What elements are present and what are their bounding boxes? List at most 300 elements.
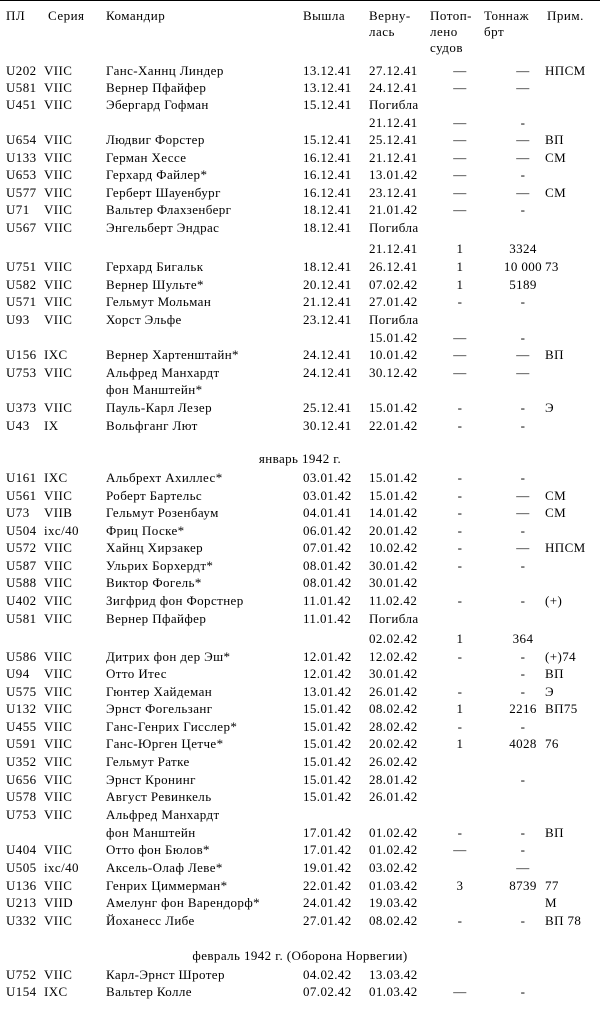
cell-series: VIIC [44, 754, 73, 769]
cell-notes: НПСМ [545, 63, 586, 78]
cell-returned: 01.03.42 [369, 984, 418, 999]
cell-pl: U581 [6, 611, 37, 626]
cell-series: VIIC [44, 842, 73, 857]
cell-sunk: — [453, 132, 467, 147]
cell-pl: U93 [6, 312, 30, 327]
cell-sunk: - [457, 593, 463, 608]
cell-series: VIIC [44, 400, 73, 415]
cell-sunk: - [457, 488, 463, 503]
cell-sunk: - [457, 470, 463, 485]
cell-pl: U202 [6, 63, 37, 78]
cell-departed: 21.12.41 [303, 294, 352, 309]
cell-pl: U575 [6, 684, 37, 699]
cell-departed: 23.12.41 [303, 312, 352, 327]
cell-departed: 24.12.41 [303, 347, 352, 362]
cell-commander: Карл-Эрнст Шротер [106, 967, 225, 982]
cell-commander: Вальтер Колле [106, 984, 192, 999]
cell-returned: 21.12.41 [369, 115, 418, 130]
cell-tonnage: - [520, 202, 526, 217]
cell-notes: СМ [545, 505, 567, 520]
cell-sunk: 3 [456, 878, 464, 893]
cell-sunk: - [457, 558, 463, 573]
cell-notes: 77 [545, 878, 559, 893]
cell-tonnage: - [520, 115, 526, 130]
cell-tonnage: - [520, 825, 526, 840]
cell-series: ixc/40 [44, 523, 79, 538]
cell-departed: 03.01.42 [303, 470, 352, 485]
cell-series: VIIC [44, 736, 73, 751]
cell-pl: U136 [6, 878, 37, 893]
cell-series: VIID [44, 895, 74, 910]
header-sunk: Потоп- лено судов [430, 8, 473, 55]
cell-commander: Зигфрид фон Форстнер [106, 593, 244, 608]
cell-departed: 04.01.41 [303, 505, 352, 520]
cell-series: VIIC [44, 312, 73, 327]
cell-returned: 30.01.42 [369, 558, 418, 573]
cell-series: VIIC [44, 719, 73, 734]
header-notes: Прим. [547, 8, 584, 23]
cell-returned: 20.01.42 [369, 523, 418, 538]
cell-series: VIIC [44, 365, 73, 380]
cell-departed: 22.01.42 [303, 878, 352, 893]
cell-commander: фон Манштейн [106, 825, 196, 840]
cell-tonnage: — [516, 860, 530, 875]
header-commander: Командир [106, 8, 166, 23]
cell-series: IXC [44, 984, 68, 999]
cell-series: VIIC [44, 63, 73, 78]
cell-returned: 22.01.42 [369, 418, 418, 433]
cell-departed: 19.01.42 [303, 860, 352, 875]
cell-sunk: - [457, 505, 463, 520]
cell-series: VIIC [44, 649, 73, 664]
cell-pl: U582 [6, 277, 37, 292]
cell-tonnage: 2216 [509, 701, 537, 716]
cell-returned: 14.01.42 [369, 505, 418, 520]
cell-departed: 15.01.42 [303, 789, 352, 804]
cell-departed: 11.01.42 [303, 611, 352, 626]
cell-notes: М [545, 895, 557, 910]
cell-returned: 21.12.41 [369, 241, 418, 256]
cell-pl: U161 [6, 470, 37, 485]
cell-series: VIIC [44, 488, 73, 503]
cell-returned: 01.02.42 [369, 842, 418, 857]
cell-series: VIIC [44, 967, 73, 982]
cell-series: VIIC [44, 789, 73, 804]
cell-returned: 07.02.42 [369, 277, 418, 292]
cell-series: VIIC [44, 878, 73, 893]
cell-commander: Альбрехт Ахиллес* [106, 470, 223, 485]
cell-sunk: - [457, 418, 463, 433]
cell-departed: 24.01.42 [303, 895, 352, 910]
cell-commander: Людвиг Форстер [106, 132, 205, 147]
cell-sunk: - [457, 913, 463, 928]
cell-commander: Эрнст Фогельзанг [106, 701, 213, 716]
cell-series: VIIC [44, 259, 73, 274]
cell-series: VIIC [44, 277, 73, 292]
cell-returned: 10.01.42 [369, 347, 418, 362]
cell-notes: СМ [545, 488, 567, 503]
cell-pl: U505 [6, 860, 37, 875]
cell-commander: Ульрих Борхердт* [106, 558, 214, 573]
cell-returned: 30.01.42 [369, 575, 418, 590]
cell-returned: 12.02.42 [369, 649, 418, 664]
cell-series: VIIC [44, 185, 73, 200]
cell-sunk: 1 [456, 241, 464, 256]
header-returned: Верну- лась [369, 8, 411, 39]
cell-returned: 27.01.42 [369, 294, 418, 309]
cell-series: VIIC [44, 684, 73, 699]
cell-departed: 16.12.41 [303, 167, 352, 182]
cell-returned: 08.02.42 [369, 701, 418, 716]
cell-returned: 15.01.42 [369, 470, 418, 485]
cell-series: VIIC [44, 540, 73, 555]
cell-commander: Дитрих фон дер Эш* [106, 649, 231, 664]
cell-sunk: - [457, 540, 463, 555]
cell-pl: U572 [6, 540, 37, 555]
cell-pl: U567 [6, 220, 37, 235]
cell-series: VIIC [44, 97, 73, 112]
cell-notes: (+) [545, 593, 563, 608]
cell-sunk: 1 [456, 259, 464, 274]
cell-returned: 28.01.42 [369, 772, 418, 787]
cell-pl: U587 [6, 558, 37, 573]
cell-pl: U132 [6, 701, 37, 716]
cell-departed: 13.12.41 [303, 80, 352, 95]
cell-tonnage: - [520, 772, 526, 787]
cell-tonnage: 10 000 [503, 259, 543, 274]
cell-sunk: — [453, 365, 467, 380]
cell-series: ixc/40 [44, 860, 79, 875]
cell-tonnage: - [520, 330, 526, 345]
cell-tonnage: 364 [512, 631, 534, 646]
cell-commander: Эрнст Кронинг [106, 772, 196, 787]
cell-commander: Герхард Бигальк [106, 259, 204, 274]
cell-sunk: — [453, 330, 467, 345]
header-tonnage: Тоннаж брт [484, 8, 530, 39]
cell-departed: 15.01.42 [303, 719, 352, 734]
cell-departed: 15.01.42 [303, 754, 352, 769]
cell-notes: Э [545, 684, 554, 699]
cell-pl: U156 [6, 347, 37, 362]
cell-pl: U133 [6, 150, 37, 165]
cell-sunk: - [457, 400, 463, 415]
cell-tonnage: 3324 [509, 241, 537, 256]
cell-series: VIIC [44, 220, 73, 235]
cell-sunk: - [457, 649, 463, 664]
cell-tonnage: — [516, 365, 530, 380]
cell-returned: 19.03.42 [369, 895, 418, 910]
cell-sunk: 1 [456, 736, 464, 751]
cell-series: VIIC [44, 150, 73, 165]
cell-series: VIIC [44, 80, 73, 95]
cell-returned: 13.03.42 [369, 967, 418, 982]
cell-tonnage: — [516, 185, 530, 200]
cell-pl: U577 [6, 185, 37, 200]
cell-sunk: - [457, 825, 463, 840]
cell-pl: U751 [6, 259, 37, 274]
cell-commander: Ганс-Генрих Гисслер* [106, 719, 238, 734]
cell-tonnage: - [520, 558, 526, 573]
cell-tonnage: - [520, 984, 526, 999]
cell-commander: Альфред Манхардт [106, 807, 220, 822]
cell-pl: U752 [6, 967, 37, 982]
cell-returned: Погибла [369, 312, 419, 327]
cell-returned: 11.02.42 [369, 593, 418, 608]
cell-tonnage: - [520, 470, 526, 485]
cell-pl: U753 [6, 365, 37, 380]
cell-pl: U352 [6, 754, 37, 769]
cell-commander: Герман Хессе [106, 150, 187, 165]
cell-commander: фон Манштейн* [106, 382, 203, 397]
cell-pl: U591 [6, 736, 37, 751]
cell-series: VIIC [44, 701, 73, 716]
cell-series: VIIC [44, 666, 73, 681]
cell-sunk: - [457, 719, 463, 734]
cell-departed: 27.01.42 [303, 913, 352, 928]
cell-pl: U154 [6, 984, 37, 999]
cell-departed: 20.12.41 [303, 277, 352, 292]
cell-departed: 30.12.41 [303, 418, 352, 433]
cell-notes: ВП [545, 825, 564, 840]
cell-departed: 18.12.41 [303, 259, 352, 274]
cell-commander: Энгельберт Эндрас [106, 220, 220, 235]
cell-tonnage: - [520, 167, 526, 182]
section-heading: февраль 1942 г. (Оборона Норвегии) [192, 948, 408, 963]
cell-pl: U71 [6, 202, 30, 217]
cell-series: VIIC [44, 913, 73, 928]
cell-series: VIIC [44, 593, 73, 608]
cell-departed: 04.02.42 [303, 967, 352, 982]
cell-commander: Вольфганг Лют [106, 418, 198, 433]
cell-commander: Альфред Манхардт [106, 365, 220, 380]
cell-returned: 30.01.42 [369, 666, 418, 681]
cell-notes: ВП 78 [545, 913, 582, 928]
cell-sunk: 1 [456, 277, 464, 292]
cell-returned: 23.12.41 [369, 185, 418, 200]
cell-returned: 15.01.42 [369, 488, 418, 503]
cell-commander: Пауль-Карл Лезер [106, 400, 212, 415]
cell-pl: U73 [6, 505, 30, 520]
cell-series: VIIC [44, 772, 73, 787]
cell-sunk: — [453, 150, 467, 165]
cell-returned: 03.02.42 [369, 860, 418, 875]
cell-series: IX [44, 418, 59, 433]
cell-departed: 11.01.42 [303, 593, 352, 608]
cell-tonnage: — [516, 132, 530, 147]
cell-pl: U654 [6, 132, 37, 147]
cell-departed: 18.12.41 [303, 220, 352, 235]
cell-series: VIIC [44, 575, 73, 590]
cell-pl: U213 [6, 895, 37, 910]
cell-returned: 02.02.42 [369, 631, 418, 646]
cell-departed: 12.01.42 [303, 649, 352, 664]
cell-returned: 01.02.42 [369, 825, 418, 840]
cell-tonnage: - [520, 593, 526, 608]
cell-sunk: - [457, 294, 463, 309]
cell-series: VIIB [44, 505, 73, 520]
cell-commander: Роберт Бартельс [106, 488, 203, 503]
cell-returned: Погибла [369, 97, 419, 112]
cell-sunk: — [453, 185, 467, 200]
cell-departed: 07.02.42 [303, 984, 352, 999]
cell-sunk: - [457, 684, 463, 699]
cell-tonnage: - [520, 719, 526, 734]
cell-tonnage: - [520, 913, 526, 928]
cell-sunk: — [453, 842, 467, 857]
cell-tonnage: - [520, 684, 526, 699]
cell-commander: Фриц Поске* [106, 523, 185, 538]
cell-series: VIIC [44, 167, 73, 182]
cell-departed: 25.12.41 [303, 400, 352, 415]
cell-tonnage: — [516, 63, 530, 78]
cell-series: IXC [44, 347, 68, 362]
cell-returned: 10.02.42 [369, 540, 418, 555]
cell-departed: 13.12.41 [303, 63, 352, 78]
cell-commander: Вернер Пфайфер [106, 80, 207, 95]
cell-series: VIIC [44, 558, 73, 573]
cell-commander: Гюнтер Хайдеман [106, 684, 213, 699]
cell-commander: Герберт Шауенбург [106, 185, 221, 200]
cell-commander: Ганс-Ханнц Линдер [106, 63, 224, 78]
cell-departed: 15.01.42 [303, 736, 352, 751]
cell-pl: U588 [6, 575, 37, 590]
cell-sunk: 1 [456, 631, 464, 646]
cell-departed: 17.01.42 [303, 842, 352, 857]
cell-tonnage: — [516, 80, 530, 95]
cell-tonnage: - [520, 400, 526, 415]
cell-notes: ВП [545, 666, 564, 681]
cell-notes: ВП [545, 347, 564, 362]
cell-notes: (+)74 [545, 649, 576, 664]
cell-returned: 26.02.42 [369, 754, 418, 769]
section-heading: январь 1942 г. [258, 451, 342, 466]
cell-sunk: — [453, 63, 467, 78]
cell-notes: Э [545, 400, 554, 415]
cell-departed: 18.12.41 [303, 202, 352, 217]
cell-returned: 24.12.41 [369, 80, 418, 95]
cell-returned: 08.02.42 [369, 913, 418, 928]
cell-commander: Хайнц Хирзакер [106, 540, 204, 555]
cell-pl: U653 [6, 167, 37, 182]
cell-returned: 26.01.42 [369, 789, 418, 804]
cell-tonnage: - [520, 666, 526, 681]
cell-commander: Вернер Хартенштайн* [106, 347, 239, 362]
cell-pl: U561 [6, 488, 37, 503]
cell-returned: 26.01.42 [369, 684, 418, 699]
cell-pl: U656 [6, 772, 37, 787]
cell-notes: НПСМ [545, 540, 586, 555]
cell-commander: Вальтер Флахзенберг [106, 202, 232, 217]
cell-pl: U578 [6, 789, 37, 804]
cell-sunk: 1 [456, 701, 464, 716]
cell-pl: U586 [6, 649, 37, 664]
cell-returned: 13.01.42 [369, 167, 418, 182]
cell-sunk: — [453, 115, 467, 130]
cell-returned: 30.12.42 [369, 365, 418, 380]
cell-departed: 12.01.42 [303, 666, 352, 681]
cell-commander: Хорст Эльфе [106, 312, 182, 327]
cell-pl: U571 [6, 294, 37, 309]
cell-series: IXC [44, 470, 68, 485]
cell-tonnage: 5189 [509, 277, 537, 292]
cell-pl: U455 [6, 719, 37, 734]
cell-departed: 15.01.42 [303, 772, 352, 787]
cell-notes: СМ [545, 185, 567, 200]
cell-departed: 08.01.42 [303, 558, 352, 573]
cell-commander: Гельмут Ратке [106, 754, 190, 769]
cell-tonnage: — [516, 505, 530, 520]
top-rule [0, 0, 600, 1]
cell-returned: 25.12.41 [369, 132, 418, 147]
cell-commander: Эбергард Гофман [106, 97, 209, 112]
cell-tonnage: - [520, 523, 526, 538]
cell-commander: Виктор Фогель* [106, 575, 202, 590]
cell-departed: 15.12.41 [303, 97, 352, 112]
cell-pl: U373 [6, 400, 37, 415]
cell-commander: Отто Итес [106, 666, 167, 681]
cell-departed: 24.12.41 [303, 365, 352, 380]
cell-sunk: — [453, 202, 467, 217]
cell-pl: U402 [6, 593, 37, 608]
cell-pl: U581 [6, 80, 37, 95]
cell-commander: Йоханесс Либе [106, 913, 195, 928]
cell-returned: Погибла [369, 220, 419, 235]
cell-returned: 15.01.42 [369, 400, 418, 415]
cell-series: VIIC [44, 294, 73, 309]
cell-departed: 03.01.42 [303, 488, 352, 503]
cell-commander: Генрих Циммерман* [106, 878, 228, 893]
cell-commander: Гельмут Розенбаум [106, 505, 219, 520]
cell-departed: 07.01.42 [303, 540, 352, 555]
cell-tonnage: - [520, 294, 526, 309]
cell-returned: 20.02.42 [369, 736, 418, 751]
cell-series: VIIC [44, 132, 73, 147]
cell-series: VIIC [44, 202, 73, 217]
cell-sunk: — [453, 347, 467, 362]
cell-tonnage: 8739 [509, 878, 537, 893]
cell-notes: ВП75 [545, 701, 578, 716]
cell-sunk: — [453, 80, 467, 95]
cell-commander: Аксель-Олаф Леве* [106, 860, 223, 875]
cell-returned: 21.01.42 [369, 202, 418, 217]
cell-returned: 15.01.42 [369, 330, 418, 345]
cell-pl: U332 [6, 913, 37, 928]
cell-returned: 01.03.42 [369, 878, 418, 893]
cell-returned: 28.02.42 [369, 719, 418, 734]
cell-notes: СМ [545, 150, 567, 165]
cell-pl: U451 [6, 97, 37, 112]
cell-returned: 26.12.41 [369, 259, 418, 274]
cell-commander: Вернер Пфайфер [106, 611, 207, 626]
cell-commander: Ганс-Юрген Цетче* [106, 736, 224, 751]
cell-departed: 06.01.42 [303, 523, 352, 538]
cell-pl: U404 [6, 842, 37, 857]
cell-returned: 27.12.41 [369, 63, 418, 78]
header-departed: Вышла [303, 8, 346, 23]
header-series: Серия [48, 8, 85, 23]
cell-commander: Гельмут Мольман [106, 294, 212, 309]
cell-tonnage: — [516, 540, 530, 555]
cell-sunk: — [453, 167, 467, 182]
cell-departed: 16.12.41 [303, 185, 352, 200]
cell-notes: 73 [545, 259, 559, 274]
cell-departed: 15.01.42 [303, 701, 352, 716]
cell-notes: ВП [545, 132, 564, 147]
cell-series: VIIC [44, 611, 73, 626]
cell-tonnage: - [520, 649, 526, 664]
cell-departed: 15.12.41 [303, 132, 352, 147]
cell-commander: Герхард Файлер* [106, 167, 208, 182]
